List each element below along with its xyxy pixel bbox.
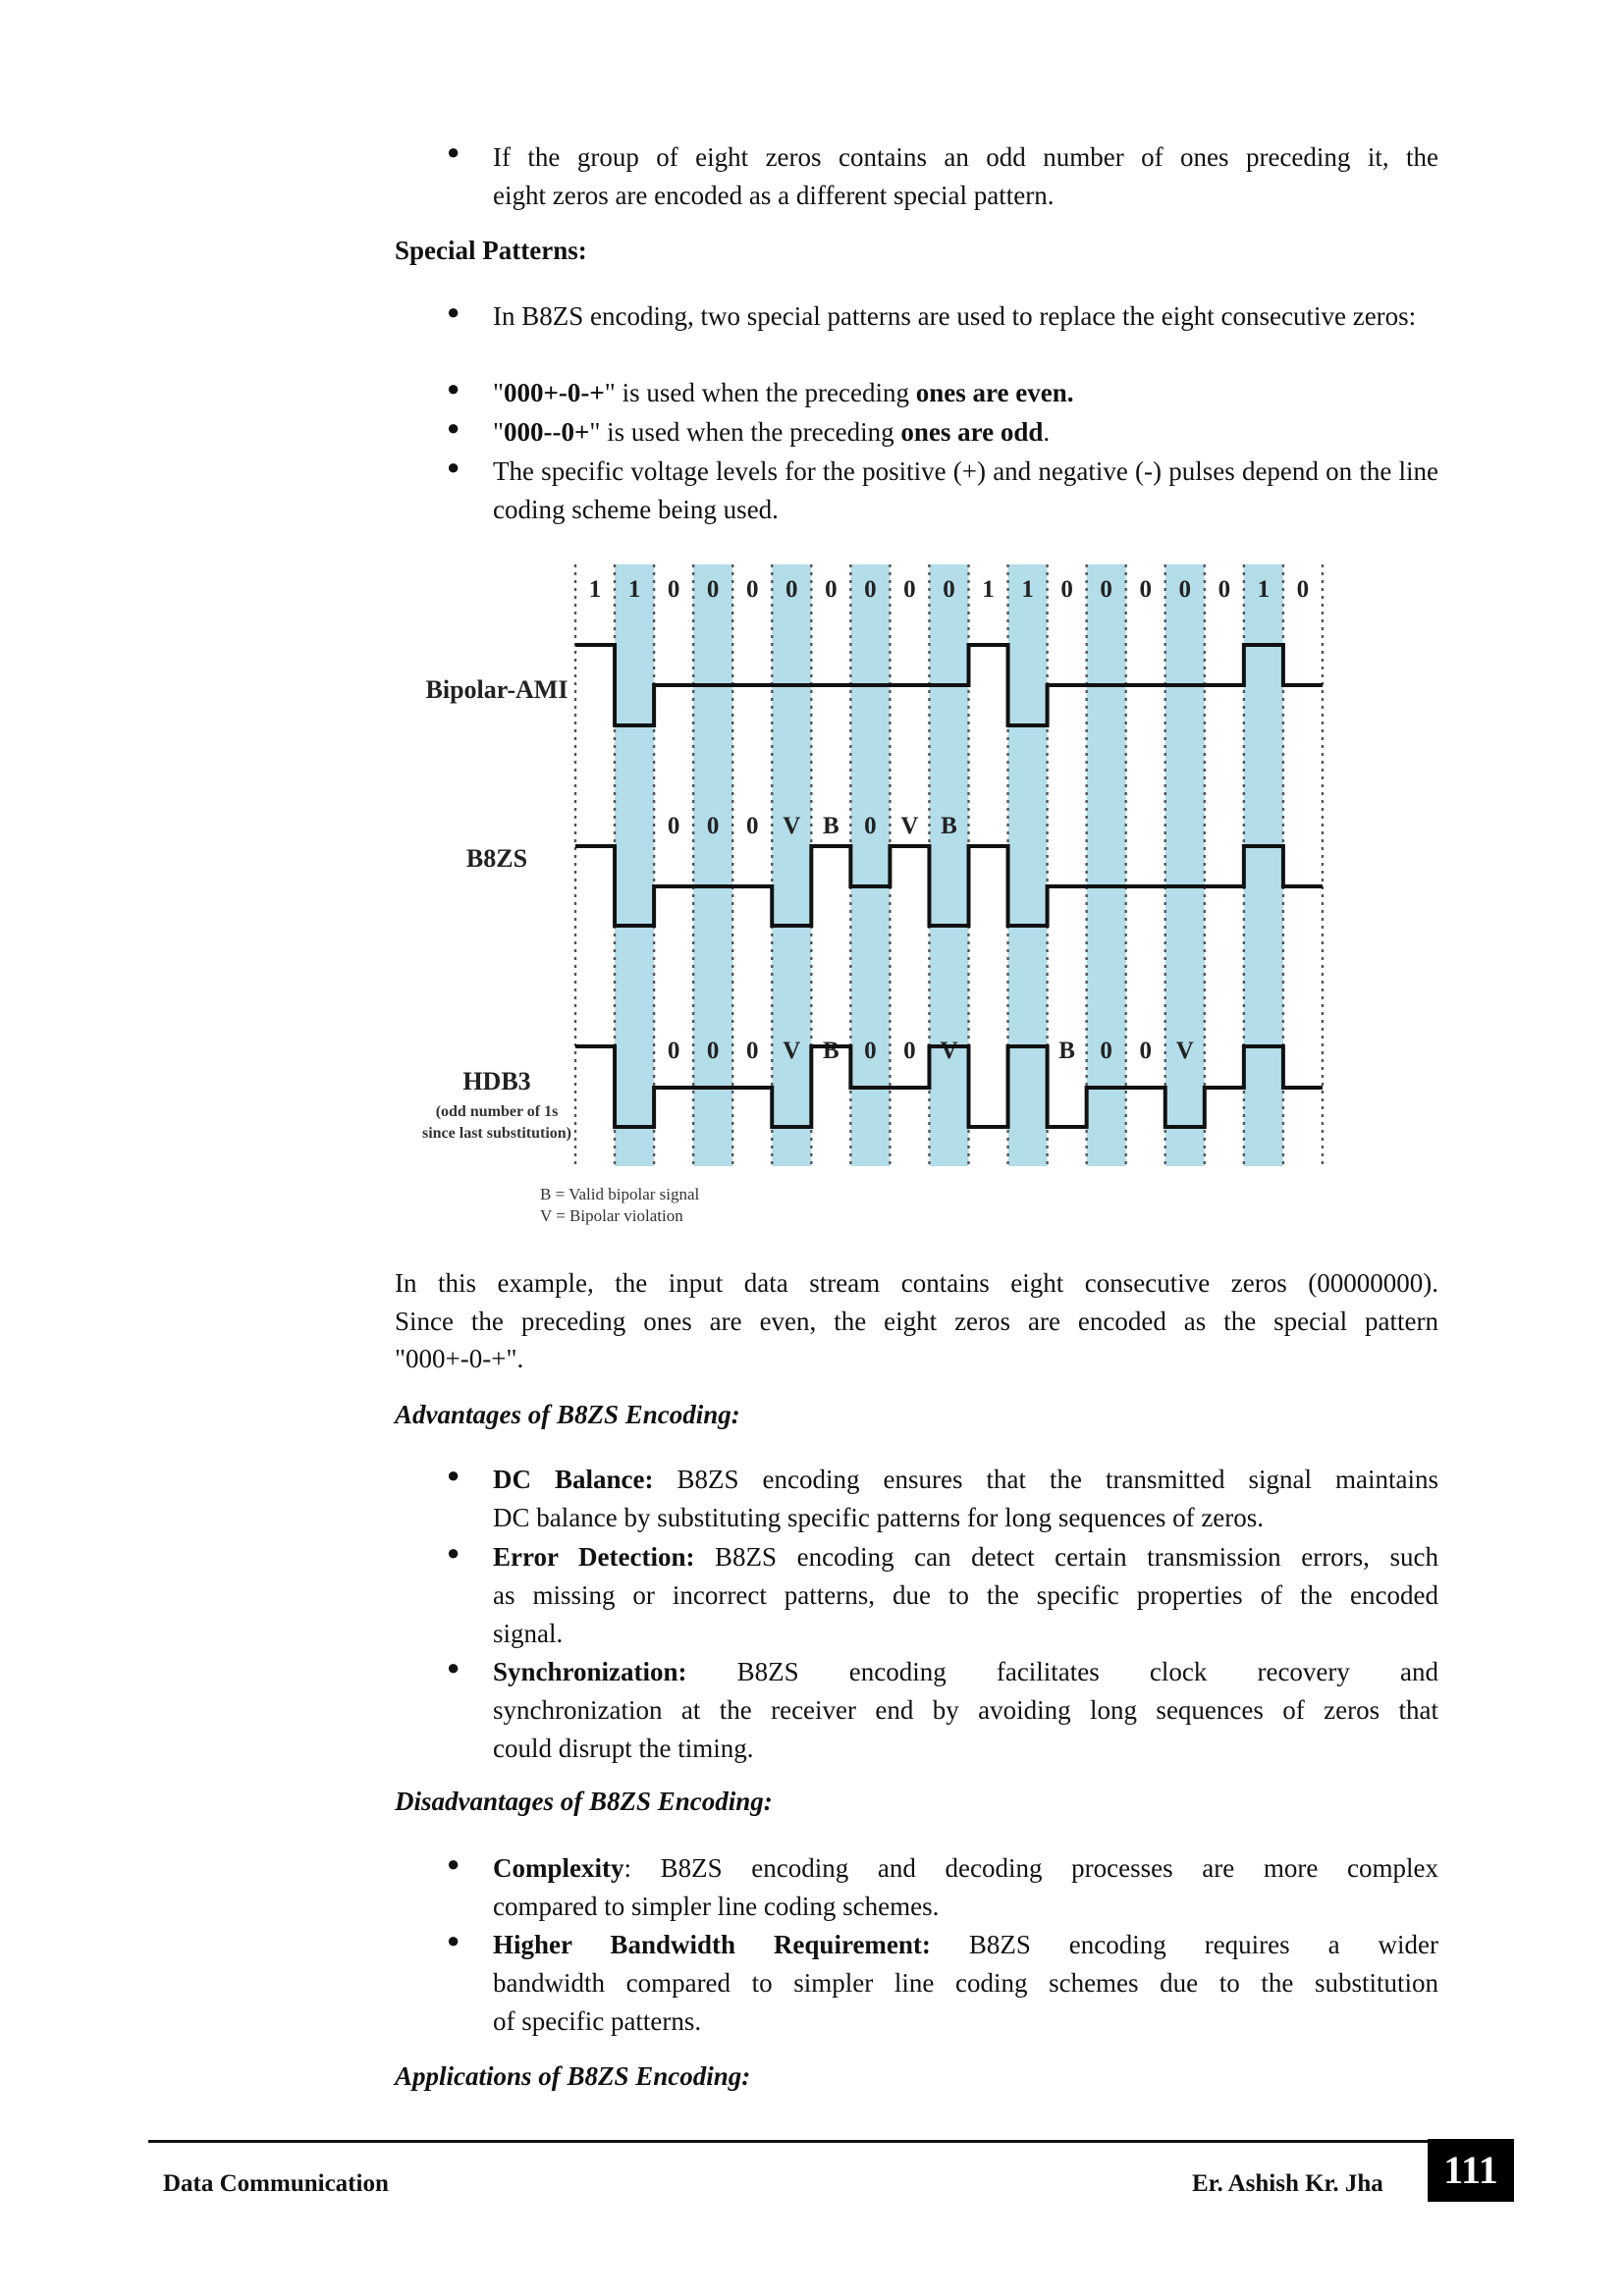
text-line: In this example, the input data stream contains eight consecutive zeros (00000000). [395,1268,1438,1298]
text-line: compared to simpler line coding schemes. [493,1891,940,1921]
legend-item: V = Bipolar violation [540,1206,683,1225]
text: B8ZS encoding requires a wider [930,1930,1438,1959]
bullet-marker: ● [447,415,460,440]
stripe [693,564,732,1166]
pattern-annotation: B [1058,1038,1075,1064]
bullet-marker: ● [447,376,460,400]
quote: " [493,378,505,407]
pattern-annotation: 0 [706,1038,720,1064]
pattern-annotation: 0 [667,1038,680,1064]
footer-author: Er. Ashish Kr. Jha [1192,2170,1383,2197]
pattern-even: 000+-0-+ [504,378,605,407]
text: " is used when the preceding [589,417,901,447]
bullet-odd-pattern [493,413,1438,452]
row-sublabel: since last substitution) [421,1125,572,1142]
text-line: If the group of eight zeros contains an odd number of ones preceding it, the [493,142,1438,172]
bullet-marker: ● [447,1851,460,1876]
text-line: signal. [493,1618,564,1648]
row-sublabel: (odd number of 1s [435,1103,559,1120]
text: " is used when the preceding [604,378,916,407]
text-line [493,1653,1438,1691]
text-line [493,1849,1438,1888]
stripe [929,564,968,1166]
stripe [1008,564,1048,1166]
term: Higher Bandwidth Requirement: [493,1930,931,1959]
pattern-annotation: 0 [1139,1038,1152,1064]
text-line [493,1926,1438,1964]
bullet-marker: ● [447,1928,460,1952]
stripe [1165,564,1205,1166]
legend-item: B = Valid bipolar signal [540,1185,700,1203]
bit-label: 0 [1100,576,1112,603]
term: Error Detection: [493,1542,695,1572]
text-line: bandwidth compared to simpler line coding schemes due to the substitution [493,1967,1438,1998]
pattern-annotation: 0 [864,1038,877,1064]
pattern-annotation: V [783,1038,801,1064]
bullet-marker: ● [447,1540,460,1565]
quote: " [493,417,505,447]
bullet-voltage-levels: The specific voltage levels for the positive (+) and negative (-) pulses depend on the line coding scheme being used. [493,456,1438,524]
pattern-annotation: V [783,813,801,839]
text: B8ZS encoding facilitates clock recovery and [686,1657,1438,1686]
term: Synchronization: [493,1657,687,1686]
example-paragraph [395,1264,1438,1378]
bit-label: 0 [667,576,680,603]
bullet-marker: ● [447,139,460,164]
pattern-annotation: V [1175,1038,1194,1064]
pattern-annotation: 0 [903,1038,916,1064]
pattern-annotation: 0 [745,1038,759,1064]
stripe [1087,564,1126,1166]
emphasis: ones are odd [900,417,1044,447]
text-line: DC balance by substituting specific patterns for long sequences of zeros. [493,1502,1265,1532]
pattern-odd: 000--0+ [504,417,590,447]
bit-label: 0 [1218,576,1231,603]
page-number: 111 [1428,2139,1514,2202]
disadvantage-complexity [493,1849,1438,1926]
bullet-even-pattern [493,374,1438,412]
pattern-annotation: B [941,813,957,839]
bit-label: 0 [706,576,720,603]
section-heading-advantages: Advantages of B8ZS Encoding: [395,1400,740,1429]
footer-book-title: Data Communication [163,2170,389,2197]
stripe [850,564,890,1166]
bit-label: 1 [1021,576,1034,603]
bit-label: 0 [1178,576,1192,603]
text: B8ZS encoding can detect certain transmission errors, such [694,1542,1438,1572]
bit-label: 0 [903,576,916,603]
advantage-error-detection [493,1538,1438,1652]
disadvantage-bandwidth [493,1926,1438,2040]
top-bullet-text [493,138,1438,215]
row-label: Bipolar-AMI [425,675,568,704]
bullet-marker: ● [447,1463,460,1487]
stripe [615,564,654,1166]
bit-label: 0 [864,576,877,603]
pattern-annotation: 0 [745,813,759,839]
text-line: synchronization at the receiver end by avoiding long sequences of zeros that [493,1694,1438,1725]
pattern-annotation: B [822,1038,839,1064]
pattern-annotation: 0 [1100,1038,1112,1064]
section-heading-disadvantages: Disadvantages of B8ZS Encoding: [395,1787,773,1816]
bullet-b8zs-two-patterns: In B8ZS encoding, two special patterns are used to replace the eight consecutive zeros: [493,301,1417,331]
section-heading-applications: Applications of B8ZS Encoding: [395,2061,751,2091]
pattern-annotation: 0 [864,813,877,839]
bit-label: 1 [627,576,641,603]
text-line: eight zeros are encoded as a different special pattern. [493,180,1055,210]
bullet-marker: ● [447,454,460,479]
bit-label: 1 [1257,576,1271,603]
bit-label: 0 [943,576,955,603]
bit-label: 0 [1296,576,1310,603]
text-line: Since the preceding ones are even, the eight zeros are encoded as the special pattern [395,1306,1438,1336]
term: Complexity [493,1853,624,1883]
advantage-synchronization [493,1653,1438,1767]
emphasis: ones are even. [915,378,1074,407]
pattern-annotation: 0 [667,813,680,839]
row-label: B8ZS [465,844,528,873]
advantage-dc-balance [493,1461,1438,1537]
stripe [1244,564,1283,1166]
term: DC Balance: [493,1465,654,1494]
text: B8ZS encoding ensures that the transmitted signal maintains [653,1465,1438,1494]
stripe [772,564,811,1166]
pattern-annotation: B [822,813,839,839]
bit-label: 0 [825,576,838,603]
section-heading-special-patterns: Special Patterns: [395,236,587,265]
bullet-marker: ● [447,1655,460,1680]
bullet-marker: ● [447,299,460,324]
bit-label: 0 [745,576,759,603]
footer-rule [148,2140,1429,2143]
text-line [493,1461,1438,1499]
text-line: could disrupt the timing. [493,1733,754,1763]
bit-label: 0 [1139,576,1152,603]
legend [540,1185,700,1225]
text: . [1043,417,1051,447]
bit-label: 0 [785,576,798,603]
text-line [493,1538,1438,1576]
text-line: as missing or incorrect patterns, due to the specific properties of the encoded [493,1579,1438,1610]
pattern-annotation: V [900,813,919,839]
pattern-annotation: V [940,1038,958,1064]
bit-label: 1 [982,576,995,603]
text: : B8ZS encoding and decoding processes are more complex [623,1853,1438,1883]
text-line: "000+-0-+". [395,1344,524,1373]
bit-stripes [615,564,1283,1166]
bit-label: 0 [1060,576,1073,603]
pattern-annotation: 0 [706,813,720,839]
line-coding-diagram [393,560,1335,1237]
row-label: HDB3 [462,1067,531,1095]
text-line: of specific patterns. [493,2005,702,2036]
bit-label: 1 [588,576,602,603]
